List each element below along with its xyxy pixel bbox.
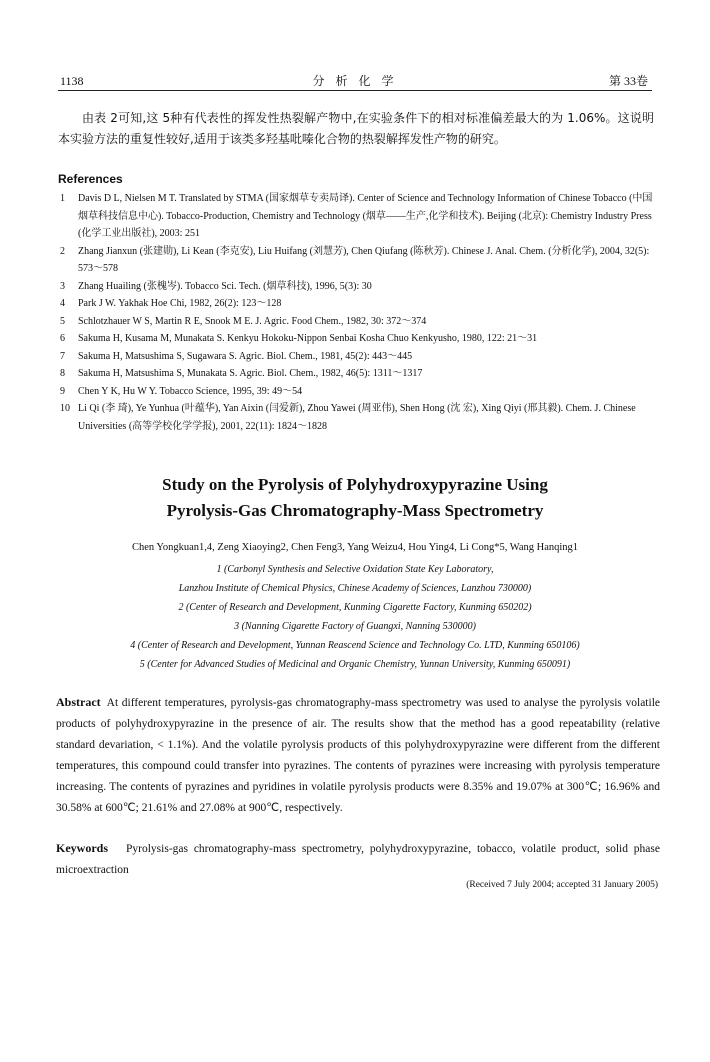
keywords-text: Pyrolysis-gas chromatography-mass spectrometry, polyhydroxypyrazine, tobacco, volatile product, solid phase microextraction [56, 843, 660, 876]
reference-item: 7 Sakuma H, Matsushima S, Sugawara S. Agric. Biol. Chem., 1981, 45(2): 443～445 [60, 350, 413, 362]
affiliation-line: 2 (Center of Research and Development, Kunming Cigarette Factory, Kunming 650202) [178, 602, 532, 613]
abstract [56, 692, 660, 819]
references-list [58, 190, 662, 435]
affiliation-line: 5 (Center for Advanced Studies of Medicinal and Organic Chemistry, Yunnan University, Kunming 650091) [139, 659, 571, 670]
author-list: Chen Yongkuan1,4, Zeng Xiaoying2, Chen Feng3, Yang Weizu4, Hou Ying4, Li Cong*5, Wang Hanqing1 [131, 542, 579, 553]
affiliation-line: Lanzhou Institute of Chemical Physics, Chinese Academy of Sciences, Lanzhou 730000) [178, 583, 532, 594]
title-line-1: Study on the Pyrolysis of Polyhydroxypyrazine Using [162, 475, 548, 494]
reference-item: 3 Zhang Huailing (张槐岑). Tobacco Sci. Tech. (烟草科技), 1996, 5(3): 30 [60, 280, 372, 292]
reference-item: 6 Sakuma H, Kusama M, Munakata S. Kenkyu Hokoku-Nippon Senbai Kosha Chuo Kenkyusho, 1980, 122: 21～31 [60, 333, 538, 344]
abstract-label: Abstract [56, 695, 101, 709]
affiliation-line: 4 (Center of Research and Development, Yunnan Reascend Science and Technology Co. LTD, Kunming 650106) [130, 640, 580, 651]
reference-item: 9 Chen Y K, Hu W Y. Tobacco Science, 1995, 39: 49～54 [60, 385, 303, 397]
affiliation-line: 3 (Nanning Cigarette Factory of Guangxi, Nanning 530000) [234, 621, 476, 632]
received-date: (Received 7 July 2004; accepted 31 January 2005) [466, 880, 658, 890]
reference-item: 4 Park J W. Yakhak Hoe Chi, 1982, 26(2): 123～128 [60, 298, 282, 309]
reference-item: 5 Schlotzhauer W S, Martin R E, Snook M E. J. Agric. Food Chem., 1982, 30: 372～374 [60, 315, 427, 327]
keywords [56, 838, 660, 881]
reference-item: 1 Davis D L, Nielsen M T. Translated by STMA (国家烟草专卖局译). Center of Science and Technology Information of Chinese Tobacco (中国烟草科技信息中心). Tobacco-Production, Chemistry and Technology (烟草——生产,化学和技术). Beijing (北京): Chemistry Industry Press (化学工业出版社), 2003: 251 [60, 193, 653, 239]
reference-item: 8 Sakuma H, Matsushima S, Munakata S. Agric. Biol. Chem., 1982, 46(5): 1311～1317 [60, 368, 423, 379]
page-number: 1138 [60, 74, 84, 88]
abstract-text: At different temperatures, pyrolysis-gas chromatography-mass spectrometry was used to analyse the pyrolysis volatile products of polyhydroxypyrazine in the presence of air. The results show that the method has a good repeatability (relative standard devariation, < 1.1%). And the volatile pyrolysis products of this polyhydroxypyrazine were different from the different temperatures, this compound could transfer into pyrazines. The contents of pyrazines were increasing with pyrolysis temperature increasing. The contents of pyrazines and pyridines in volatile pyrolysis products were 8.35% and 19.07% at 300℃; 16.96% and 30.58% at 600℃; 21.61% and 27.08% at 900℃, respectively. [56, 697, 660, 814]
reference-item: 2 Zhang Jianxun (张建勋), Li Kean (李克安), Liu Huifang (刘慧芳), Chen Qiufang (陈秋芳). Chinese J. Anal. Chem. (分析化学), 2004, 32(5): 573～578 [60, 245, 650, 274]
affiliation-line: 1 (Carbonyl Synthesis and Selective Oxidation State Key Laboratory, [216, 564, 494, 575]
keywords-label: Keywords [56, 841, 108, 855]
references-heading: References [58, 172, 123, 186]
affiliations [60, 560, 650, 674]
page-header [58, 70, 652, 91]
reference-item: 10 Li Qi (李 琦), Ye Yunhua (叶蕴华), Yan Aixin (闫爱新), Zhou Yawei (周亚伟), Shen Hong (沈 宏), Xing Qiyi (邢其毅). Chem. J. Chinese Universities (高等学校化学学报), 2001, 22(11): 1824～1828 [60, 403, 636, 432]
title-line-2: Pyrolysis-Gas Chromatography-Mass Spectrometry [166, 501, 544, 520]
paper-title [60, 472, 650, 524]
volume-label: 第 33卷 [608, 74, 648, 88]
journal-name: 分 析 化 学 [312, 74, 398, 88]
intro-paragraph: 由表 2可知,这 5种有代表性的挥发性热裂解产物中,在实验条件下的相对标准偏差最大的为 1.06%。这说明本实验方法的重复性较好,适用于该类多羟基吡嗪化合物的热裂解挥发性产物的研究。 [58, 111, 654, 146]
